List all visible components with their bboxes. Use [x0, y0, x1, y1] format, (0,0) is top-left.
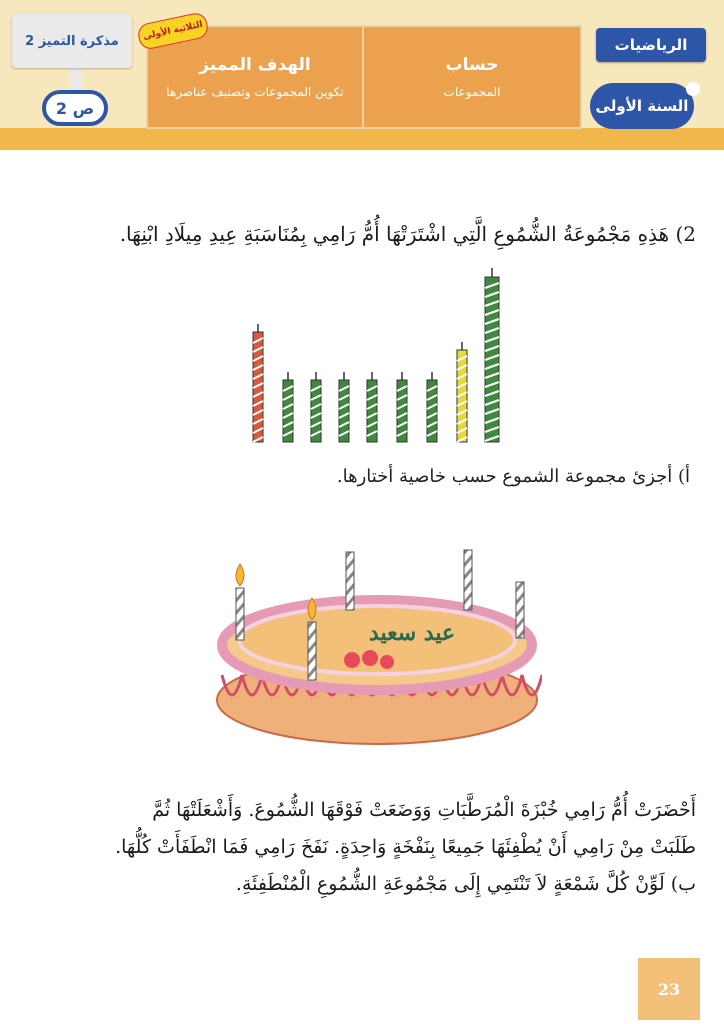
domain-title: حساب: [445, 55, 499, 75]
candle: [457, 342, 467, 442]
candle: [485, 268, 499, 442]
candle: [367, 372, 377, 442]
cherry: [362, 650, 378, 666]
candle: [427, 372, 437, 442]
note-card: مذكرة التميز 2: [12, 14, 132, 68]
candle: [397, 372, 407, 442]
question-2: 2) هَذِهِ مَجْمُوعَةُ الشُّمُوعِ الَّتِي اشْتَرَتْهَا أُمُّ رَامِي بِمُنَاسَبَةِ عِيدِ مِيلَادِ ابْنِهَا.: [119, 222, 696, 246]
header-band: [0, 128, 724, 150]
page-badge: ص 2: [42, 90, 108, 126]
year-dot: [686, 82, 700, 96]
domain-subtitle: المجموعات: [443, 85, 501, 99]
candle: [253, 324, 263, 442]
cake-candle: [516, 582, 524, 638]
year-pill: السنة الأولى: [590, 83, 694, 129]
cherry: [380, 655, 394, 669]
candle: [283, 372, 293, 442]
cake-candle: [464, 550, 472, 610]
goal-box: [146, 25, 582, 129]
note-stem: [70, 68, 82, 92]
cherry: [344, 652, 360, 668]
cake-text: عيد سعيد: [368, 620, 456, 646]
page-number: 23: [638, 958, 700, 1020]
goal-title: الهدف المميز: [199, 55, 311, 75]
domain-cell: [364, 27, 580, 127]
paragraph-line: أَحْضَرَتْ أُمُّ رَامِي خُبْزَةَ الْمُرَطَّبَاتِ وَوَضَعَتْ فَوْقَهَا الشُّمُوعَ. وَأَشْعَلَتْهَا ثُمَّ: [152, 799, 696, 821]
question-b: ب) لَوِّنْ كُلَّ شَمْعَةٍ لاَ تَنْتَمِي إِلَى مَجْمُوعَةِ الشُّمُوعِ الْمُنْطَفِئَةِ.: [235, 873, 696, 895]
candle: [311, 372, 321, 442]
goal-divider: [362, 27, 364, 127]
cake-candle: [346, 552, 354, 610]
story-paragraph: [12, 792, 696, 903]
subject-tab: الرياضيات: [596, 28, 706, 62]
flame-icon: [236, 564, 244, 586]
cake-illustration: [212, 540, 542, 760]
trimester-badge: الثلاثية الأولى: [136, 11, 210, 51]
question-a: أ) أجزئ مجموعة الشموع حسب خاصية أختارها.: [336, 466, 690, 487]
cake-candle: [308, 622, 316, 680]
candles-illustration: [240, 268, 540, 448]
goal-subtitle: تكوين المجموعات وتصنيف عناصرها: [166, 85, 344, 99]
paragraph-line: طَلَبَتْ مِنْ رَامِي أَنْ يُطْفِئَهَا جَمِيعًا بِنَفْخَةٍ وَاحِدَةٍ. نَفَخَ رَامِي فَمَا انْطَفَأَتْ كُلُّهَا.: [115, 836, 696, 858]
cake-candle: [236, 588, 244, 640]
candle: [339, 372, 349, 442]
